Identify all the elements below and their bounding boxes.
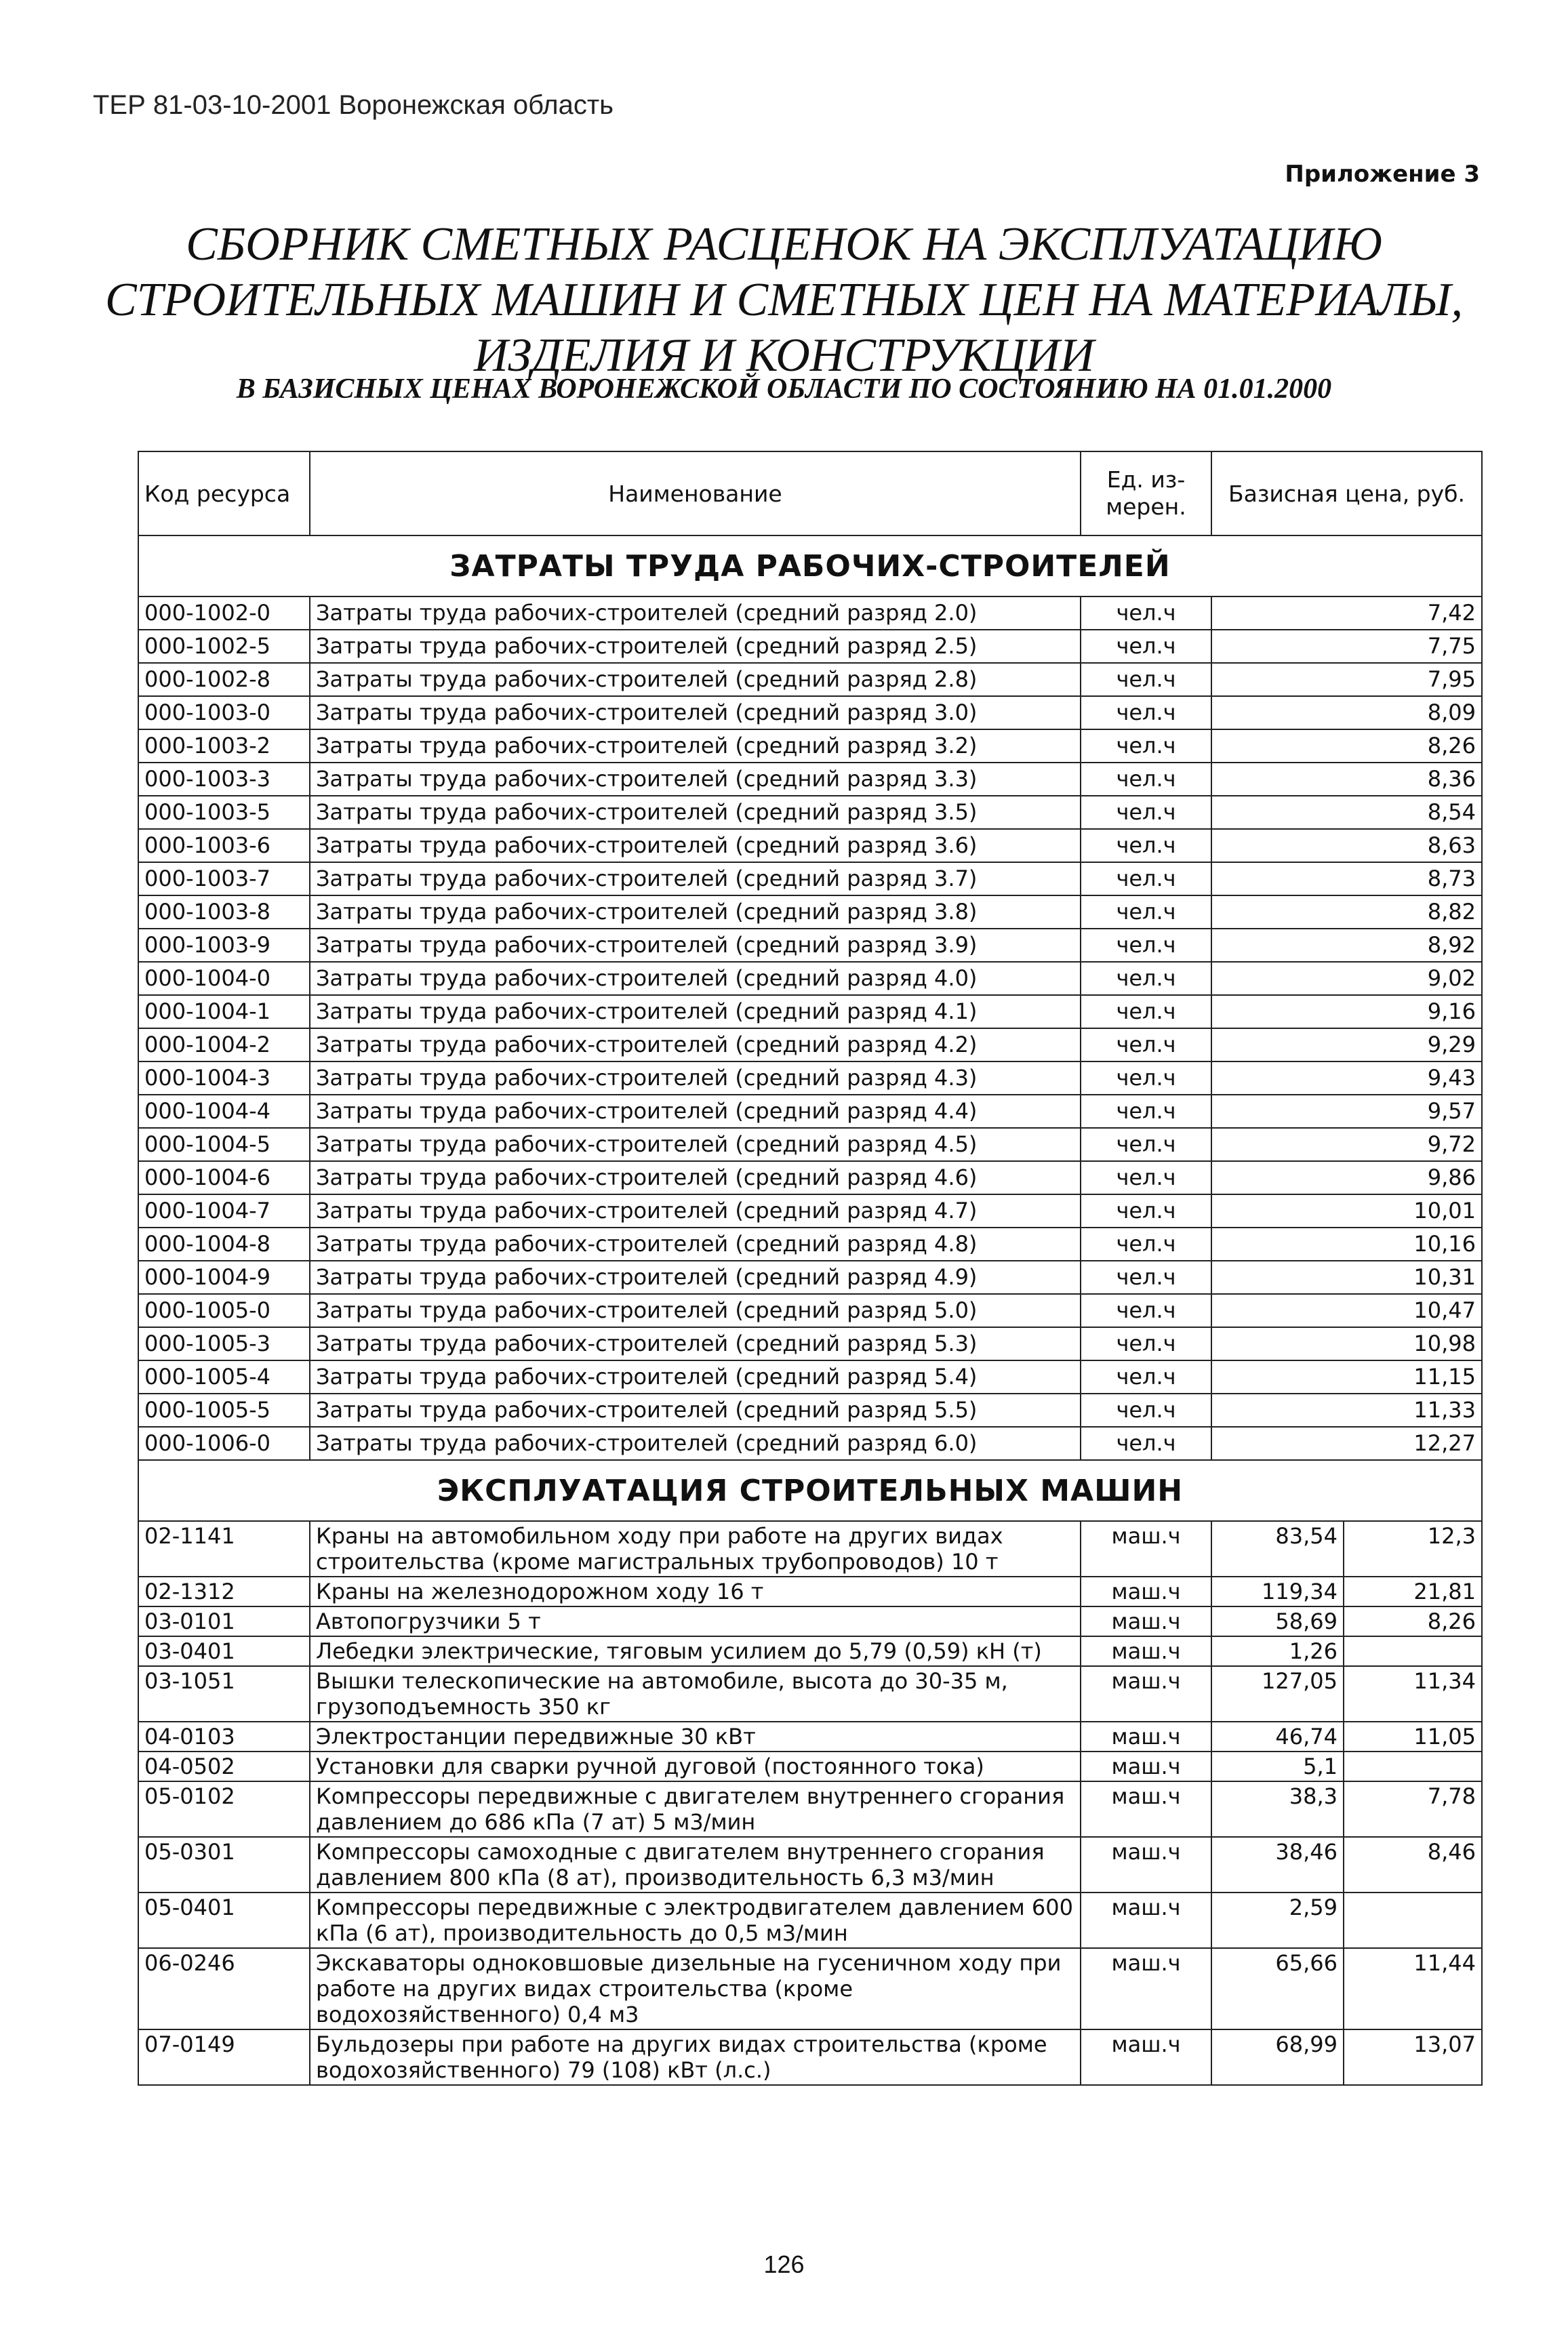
section-header-machines [138,1460,1482,1521]
table-row [138,696,1482,729]
resource-name: Затраты труда рабочих-строителей (средний разряд 4.5) [310,1128,1081,1161]
resource-name: Краны на железнодорожном ходу 16 т [310,1577,1081,1606]
appendix-label: Приложение 3 [1285,161,1480,188]
resource-name: Затраты труда рабочих-строителей (средний разряд 4.9) [310,1261,1081,1294]
resource-unit: чел.ч [1081,1261,1211,1294]
resource-name: Затраты труда рабочих-строителей (средний разряд 3.9) [310,929,1081,962]
resource-unit: чел.ч [1081,663,1211,696]
resource-name: Затраты труда рабочих-строителей (средний разряд 2.5) [310,630,1081,663]
table-row [138,1061,1482,1095]
table-row [138,829,1482,862]
resource-name: Затраты труда рабочих-строителей (средний разряд 2.8) [310,663,1081,696]
resource-price: 58,69 [1211,1606,1344,1636]
resource-price-wage: 21,81 [1344,1577,1482,1606]
resource-name: Лебедки электрические, тяговым усилием до 5,79 (0,59) кН (т) [310,1636,1081,1666]
resource-price: 8,63 [1211,829,1482,862]
resource-code: 000-1005-0 [138,1294,310,1327]
resource-code: 000-1004-1 [138,995,310,1028]
table-row [138,1893,1482,1948]
resource-unit: чел.ч [1081,995,1211,1028]
resource-code: 03-0401 [138,1636,310,1666]
resource-unit: чел.ч [1081,763,1211,796]
resource-unit: чел.ч [1081,1028,1211,1061]
resource-price: 9,29 [1211,1028,1482,1061]
resource-code: 05-0102 [138,1781,310,1837]
resource-code: 000-1002-0 [138,596,310,630]
table-row [138,1781,1482,1837]
resource-unit: маш.ч [1081,1752,1211,1781]
resource-unit: чел.ч [1081,1360,1211,1394]
resource-price: 1,26 [1211,1636,1344,1666]
resource-code: 02-1141 [138,1521,310,1577]
resource-price: 127,05 [1211,1666,1344,1722]
resource-name: Затраты труда рабочих-строителей (средний разряд 6.0) [310,1427,1081,1460]
resource-unit: маш.ч [1081,1948,1211,2029]
resource-price: 119,34 [1211,1577,1344,1606]
resource-code: 000-1002-8 [138,663,310,696]
table-row [138,630,1482,663]
table-row [138,1028,1482,1061]
resource-name: Установки для сварки ручной дуговой (постоянного тока) [310,1752,1081,1781]
resource-name: Затраты труда рабочих-строителей (средний разряд 4.3) [310,1061,1081,1095]
resource-code: 000-1003-2 [138,729,310,763]
resource-price-wage: 11,05 [1344,1722,1482,1752]
resource-code: 000-1004-5 [138,1128,310,1161]
resource-name: Электростанции передвижные 30 кВт [310,1722,1081,1752]
table-row [138,2029,1482,2085]
table-row [138,1577,1482,1606]
resource-unit: чел.ч [1081,796,1211,829]
resource-name: Затраты труда рабочих-строителей (средний разряд 3.6) [310,829,1081,862]
column-header-unit [1081,451,1211,535]
resource-name: Затраты труда рабочих-строителей (средний разряд 4.2) [310,1028,1081,1061]
resource-code: 000-1004-2 [138,1028,310,1061]
resource-unit: чел.ч [1081,1128,1211,1161]
resource-price: 83,54 [1211,1521,1344,1577]
resource-price: 46,74 [1211,1722,1344,1752]
resource-code: 03-0101 [138,1606,310,1636]
resource-code: 000-1004-3 [138,1061,310,1095]
resource-price: 7,95 [1211,663,1482,696]
resource-name: Компрессоры передвижные с электродвигателем давлением 600 кПа (6 ат), производительность до 0,5 м3/мин [310,1893,1081,1948]
table-row [138,862,1482,895]
resource-price: 8,92 [1211,929,1482,962]
resource-price: 11,15 [1211,1360,1482,1394]
section-title: ЗАТРАТЫ ТРУДА РАБОЧИХ-СТРОИТЕЛЕЙ [138,535,1482,596]
resource-name: Затраты труда рабочих-строителей (средний разряд 4.7) [310,1194,1081,1228]
table-row [138,1752,1482,1781]
resource-code: 000-1005-3 [138,1327,310,1360]
title-line: ИЗДЕЛИЯ И КОНСТРУКЦИИ [474,329,1094,382]
resource-price-wage: 11,44 [1344,1948,1482,2029]
resource-price: 68,99 [1211,2029,1344,2085]
table-row [138,729,1482,763]
resource-name: Затраты труда рабочих-строителей (средний разряд 4.6) [310,1161,1081,1194]
table-row [138,995,1482,1028]
resource-price: 10,98 [1211,1327,1482,1360]
resource-code: 000-1004-7 [138,1194,310,1228]
resource-unit: чел.ч [1081,862,1211,895]
resource-name: Затраты труда рабочих-строителей (средний разряд 2.0) [310,596,1081,630]
resource-unit: маш.ч [1081,1666,1211,1722]
resource-price: 11,33 [1211,1394,1482,1427]
table-row [138,1666,1482,1722]
resource-price-wage: 7,78 [1344,1781,1482,1837]
resource-price: 5,1 [1211,1752,1344,1781]
resource-name: Затраты труда рабочих-строителей (средний разряд 3.7) [310,862,1081,895]
resource-price: 8,73 [1211,862,1482,895]
table-row [138,1948,1482,2029]
table-row [138,1194,1482,1228]
resource-price: 65,66 [1211,1948,1344,2029]
resource-name: Затраты труда рабочих-строителей (средний разряд 5.4) [310,1360,1081,1394]
resource-name: Затраты труда рабочих-строителей (средний разряд 3.2) [310,729,1081,763]
resource-price-wage: 12,3 [1344,1521,1482,1577]
table-row [138,1636,1482,1666]
resource-price-wage [1344,1893,1482,1948]
resource-price-wage: 11,34 [1344,1666,1482,1722]
resource-unit: маш.ч [1081,1577,1211,1606]
resource-price: 2,59 [1211,1893,1344,1948]
resource-price: 9,43 [1211,1061,1482,1095]
section-title: ЭКСПЛУАТАЦИЯ СТРОИТЕЛЬНЫХ МАШИН [138,1460,1482,1521]
resource-price: 8,54 [1211,796,1482,829]
resource-code: 000-1005-4 [138,1360,310,1394]
resource-price-wage: 8,26 [1344,1606,1482,1636]
resource-code: 000-1003-7 [138,862,310,895]
resource-unit: чел.ч [1081,696,1211,729]
resource-code: 000-1004-8 [138,1228,310,1261]
table-row [138,1837,1482,1893]
resource-unit: маш.ч [1081,1837,1211,1893]
resource-code: 05-0301 [138,1837,310,1893]
resource-code: 02-1312 [138,1577,310,1606]
resource-name: Затраты труда рабочих-строителей (средний разряд 3.5) [310,796,1081,829]
resource-name: Экскаваторы одноковшовые дизельные на гусеничном ходу при работе на других видах строительства (кроме водохозяйственного) 0,4 м3 [310,1948,1081,2029]
table-row [138,663,1482,696]
resource-unit: маш.ч [1081,1521,1211,1577]
resource-price: 7,75 [1211,630,1482,663]
resource-code: 06-0246 [138,1948,310,2029]
resource-name: Затраты труда рабочих-строителей (средний разряд 5.0) [310,1294,1081,1327]
resource-price: 8,26 [1211,729,1482,763]
resource-name: Затраты труда рабочих-строителей (средний разряд 4.4) [310,1095,1081,1128]
resource-price: 10,47 [1211,1294,1482,1327]
resource-code: 05-0401 [138,1893,310,1948]
resource-code: 000-1003-3 [138,763,310,796]
resource-price-wage: 13,07 [1344,2029,1482,2085]
column-header-unit-line: Ед. из- [1106,466,1186,493]
resource-price: 9,57 [1211,1095,1482,1128]
resource-price-wage [1344,1636,1482,1666]
resource-unit: маш.ч [1081,1606,1211,1636]
resource-unit: чел.ч [1081,729,1211,763]
resource-unit: чел.ч [1081,1394,1211,1427]
resource-code: 000-1004-9 [138,1261,310,1294]
table-row [138,1261,1482,1294]
resource-code: 000-1003-8 [138,895,310,929]
column-header-code: Код ресурса [138,451,310,535]
table-header-row [138,451,1482,535]
table-row [138,596,1482,630]
section-header-labor [138,535,1482,596]
resource-code: 03-1051 [138,1666,310,1722]
resource-price: 9,02 [1211,962,1482,995]
resource-unit: маш.ч [1081,1781,1211,1837]
resource-name: Затраты труда рабочих-строителей (средний разряд 5.3) [310,1327,1081,1360]
resource-price: 9,16 [1211,995,1482,1028]
table-row [138,895,1482,929]
resource-code: 000-1003-6 [138,829,310,862]
title-line: СТРОИТЕЛЬНЫХ МАШИН И СМЕТНЫХ ЦЕН НА МАТЕРИАЛЫ, [105,274,1463,326]
resource-unit: чел.ч [1081,962,1211,995]
resource-code: 04-0502 [138,1752,310,1781]
resource-price: 7,42 [1211,596,1482,630]
resource-name: Затраты труда рабочих-строителей (средний разряд 3.0) [310,696,1081,729]
title-line: СБОРНИК СМЕТНЫХ РАСЦЕНОК НА ЭКСПЛУАТАЦИЮ [186,218,1382,270]
resource-name: Компрессоры передвижные с двигателем внутреннего сгорания давлением до 686 кПа (7 ат) 5 м3/мин [310,1781,1081,1837]
resource-price: 8,36 [1211,763,1482,796]
column-header-name: Наименование [310,451,1081,535]
resource-name: Вышки телескопические на автомобиле, высота до 30-35 м, грузоподъемность 350 кг [310,1666,1081,1722]
table-row [138,1095,1482,1128]
resource-unit: чел.ч [1081,829,1211,862]
resource-name: Компрессоры самоходные с двигателем внутреннего сгорания давлением 800 кПа (8 ат), производительность 6,3 м3/мин [310,1837,1081,1893]
resource-price-wage [1344,1752,1482,1781]
document-title [102,217,1466,384]
resource-name: Затраты труда рабочих-строителей (средний разряд 4.8) [310,1228,1081,1261]
resource-unit: чел.ч [1081,1095,1211,1128]
resource-code: 000-1003-0 [138,696,310,729]
table-row [138,1521,1482,1577]
resource-code: 000-1006-0 [138,1427,310,1460]
resource-code: 000-1004-4 [138,1095,310,1128]
table-row [138,1327,1482,1360]
table-row [138,796,1482,829]
resource-price: 12,27 [1211,1427,1482,1460]
table-row [138,1722,1482,1752]
table-row [138,1128,1482,1161]
resource-unit: чел.ч [1081,895,1211,929]
table-row [138,763,1482,796]
resource-price: 9,72 [1211,1128,1482,1161]
resource-price: 9,86 [1211,1161,1482,1194]
resource-price: 38,3 [1211,1781,1344,1837]
resource-unit: маш.ч [1081,1636,1211,1666]
resource-price: 38,46 [1211,1837,1344,1893]
resource-unit: чел.ч [1081,1228,1211,1261]
resource-unit: чел.ч [1081,630,1211,663]
resource-code: 000-1005-5 [138,1394,310,1427]
resource-price: 8,82 [1211,895,1482,929]
resource-name: Автопогрузчики 5 т [310,1606,1081,1636]
resource-unit: чел.ч [1081,1194,1211,1228]
resource-unit: маш.ч [1081,2029,1211,2085]
resource-unit: чел.ч [1081,1161,1211,1194]
table-row [138,1161,1482,1194]
resource-unit: маш.ч [1081,1722,1211,1752]
resource-code: 000-1003-5 [138,796,310,829]
resource-code: 000-1002-5 [138,630,310,663]
resource-unit: чел.ч [1081,1061,1211,1095]
column-header-unit-line: мерен. [1106,493,1186,520]
resource-price: 8,09 [1211,696,1482,729]
resource-name: Затраты труда рабочих-строителей (средний разряд 5.5) [310,1394,1081,1427]
resource-price: 10,01 [1211,1194,1482,1228]
table-row [138,1606,1482,1636]
resource-unit: чел.ч [1081,596,1211,630]
resource-unit: чел.ч [1081,929,1211,962]
column-header-price: Базисная цена, руб. [1211,451,1482,535]
document-reference: ТЕР 81-03-10-2001 Воронежская область [93,90,614,120]
table-row [138,1427,1482,1460]
table-row [138,1294,1482,1327]
resource-code: 000-1004-0 [138,962,310,995]
price-table [138,451,1483,2086]
resource-name: Затраты труда рабочих-строителей (средний разряд 3.8) [310,895,1081,929]
table-row [138,962,1482,995]
resource-code: 000-1004-6 [138,1161,310,1194]
resource-unit: чел.ч [1081,1294,1211,1327]
resource-price: 10,16 [1211,1228,1482,1261]
resource-name: Бульдозеры при работе на других видах строительства (кроме водохозяйственного) 79 (108) кВт (л.с.) [310,2029,1081,2085]
resource-price: 10,31 [1211,1261,1482,1294]
resource-code: 04-0103 [138,1722,310,1752]
table-row [138,1360,1482,1394]
resource-name: Краны на автомобильном ходу при работе на других видах строительства (кроме магистральных трубопроводов) 10 т [310,1521,1081,1577]
table-row [138,1394,1482,1427]
resource-name: Затраты труда рабочих-строителей (средний разряд 4.0) [310,962,1081,995]
resource-code: 07-0149 [138,2029,310,2085]
resource-unit: чел.ч [1081,1427,1211,1460]
resource-price-wage: 8,46 [1344,1837,1482,1893]
document-subtitle: В БАЗИСНЫХ ЦЕНАХ ВОРОНЕЖСКОЙ ОБЛАСТИ ПО СОСТОЯНИЮ НА 01.01.2000 [236,373,1332,405]
table-row [138,1228,1482,1261]
resource-name: Затраты труда рабочих-строителей (средний разряд 4.1) [310,995,1081,1028]
resource-unit: чел.ч [1081,1327,1211,1360]
resource-code: 000-1003-9 [138,929,310,962]
table-row [138,929,1482,962]
resource-unit: маш.ч [1081,1893,1211,1948]
page-number: 126 [763,2250,805,2278]
resource-name: Затраты труда рабочих-строителей (средний разряд 3.3) [310,763,1081,796]
